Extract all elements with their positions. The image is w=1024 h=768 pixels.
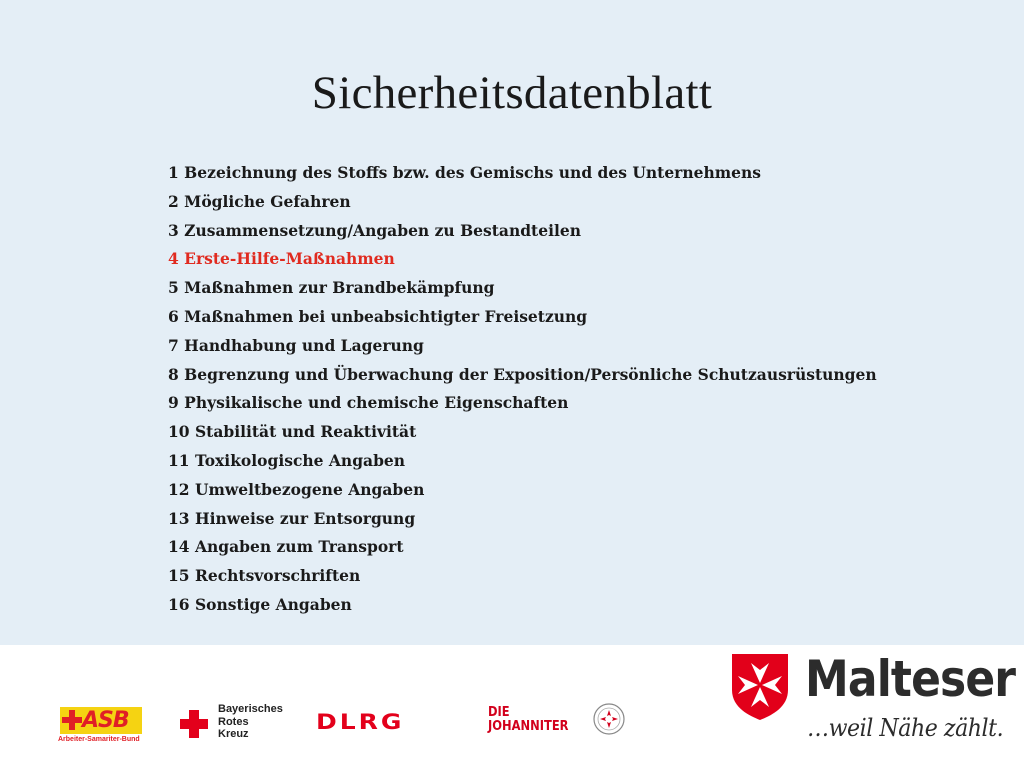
brk-logo xyxy=(180,703,290,743)
johanniter-line-1: DIE xyxy=(488,704,510,720)
section-item: 3 Zusammensetzung/Angaben zu Bestandteilen xyxy=(168,220,581,240)
asb-logo xyxy=(58,707,144,751)
asb-subtitle: Arbeiter-Samariter-Bund xyxy=(58,736,140,743)
malteser-wordmark: Malteser xyxy=(805,650,1016,708)
brk-line-1: Bayerisches xyxy=(218,703,283,715)
section-item: 6 Maßnahmen bei unbeabsichtigter Freisetzung xyxy=(168,306,588,326)
section-item: 1 Bezeichnung des Stoffs bzw. des Gemischs und des Unternehmens xyxy=(168,163,762,182)
section-item: 8 Begrenzung und Überwachung der Exposition/Persönliche Schutzausrüstungen xyxy=(168,364,877,384)
section-item: 10 Stabilität und Reaktivität xyxy=(168,422,417,442)
johanniter-seal-icon xyxy=(593,703,625,735)
section-item: 9 Physikalische und chemische Eigenschaften xyxy=(168,393,569,413)
red-cross-icon xyxy=(180,710,208,738)
slide-title: Sicherheitsdatenblatt xyxy=(311,67,713,119)
asb-mark-text: ASB xyxy=(82,708,129,733)
section-item: 14 Angaben zum Transport xyxy=(168,537,404,557)
malteser-slogan: …weil Nähe zählt. xyxy=(807,714,1004,742)
section-item: 5 Maßnahmen zur Brandbekämpfung xyxy=(168,278,495,298)
brk-line-2: Rotes xyxy=(218,715,249,728)
section-item: 7 Handhabung und Lagerung xyxy=(168,335,424,355)
section-item: 13 Hinweise zur Entsorgung xyxy=(168,508,416,528)
brk-wordmark xyxy=(218,703,283,741)
section-item: 12 Umweltbezogene Angaben xyxy=(168,479,425,499)
johanniter-line-2: JOHANNITER xyxy=(488,718,569,734)
brk-line-3: Kreuz xyxy=(218,728,249,740)
section-item: 4 Erste-Hilfe-Maßnahmen xyxy=(168,249,395,269)
dlrg-logo: DLRG xyxy=(316,709,405,734)
section-item: 16 Sonstige Angaben xyxy=(168,594,352,614)
section-item: 11 Toxikologische Angaben xyxy=(168,450,406,470)
section-list xyxy=(168,159,877,620)
johanniter-logo xyxy=(488,705,568,733)
maltese-cross-icon xyxy=(730,652,790,722)
section-item: 2 Mögliche Gefahren xyxy=(168,191,351,211)
section-item: 15 Rechtsvorschriften xyxy=(168,566,361,586)
asb-cross-icon xyxy=(62,710,82,730)
logo-footer xyxy=(0,645,1024,768)
